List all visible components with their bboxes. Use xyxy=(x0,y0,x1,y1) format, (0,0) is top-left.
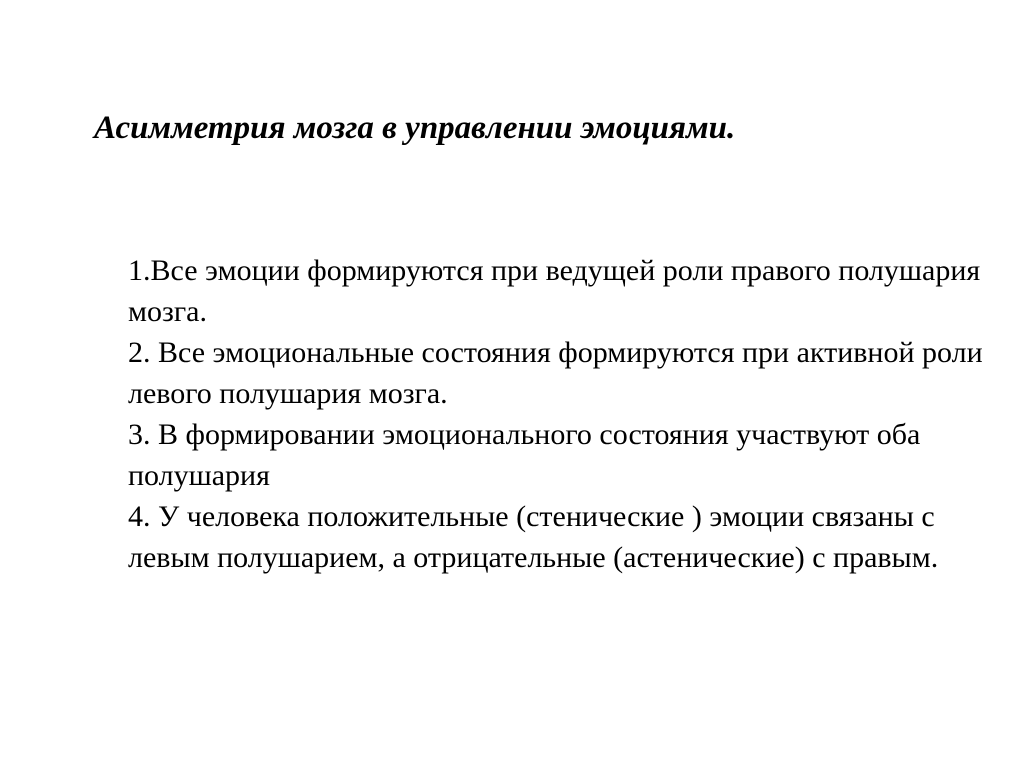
slide-title: Асимметрия мозга в управлении эмоциями. xyxy=(94,110,736,146)
point-item-2: 2. Все эмоциональные состояния формируются при активной роли левого полушария мозга. xyxy=(128,336,983,410)
point-item-1: 1.Все эмоции формируются при ведущей роли правого полушария мозга. xyxy=(128,254,981,328)
point-item-3: 3. В формировании эмоционального состояния участвуют оба полушария xyxy=(128,418,921,492)
point-item-4: 4. У человека положительные (стенические ) эмоции связаны с левым полушарием, а отрицательные (астенические) с правым. xyxy=(128,500,939,574)
points-list xyxy=(128,250,988,578)
